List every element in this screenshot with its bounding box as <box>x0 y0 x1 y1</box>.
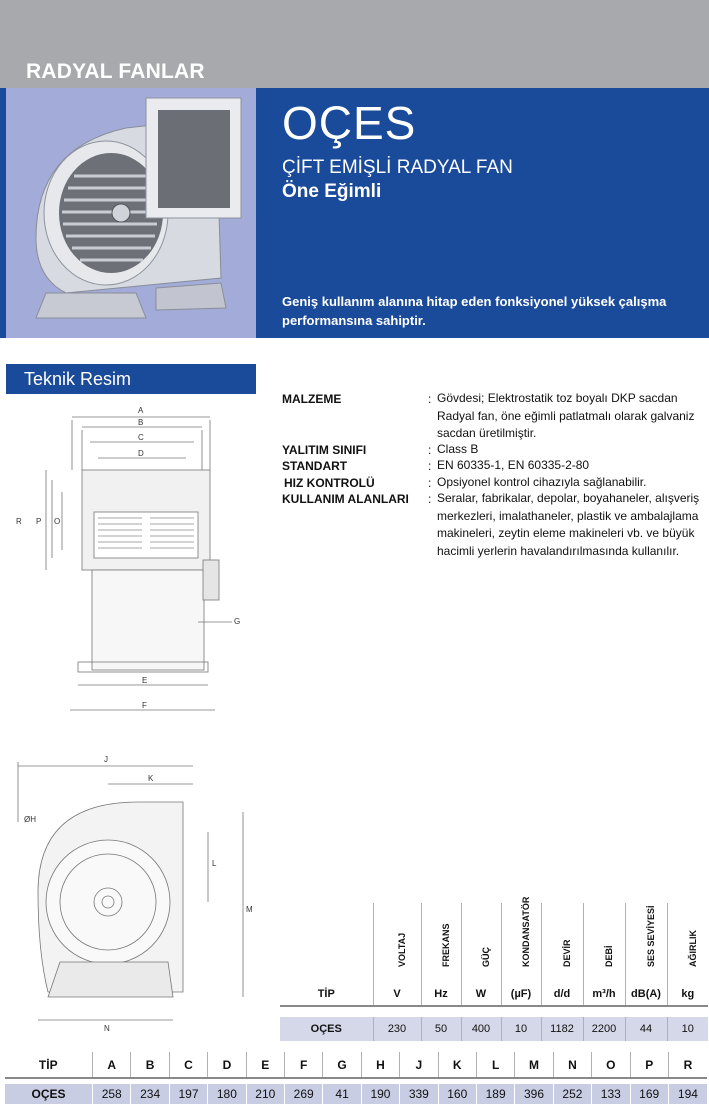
spec-colon: : <box>428 443 432 457</box>
unit-cell: dB(A) <box>625 983 667 1006</box>
unit-cell: W <box>461 983 501 1006</box>
section-title: RADYAL FANLAR <box>26 60 205 83</box>
dim-label: D <box>138 449 144 458</box>
col-header: F <box>284 1052 322 1078</box>
col-header: GÜÇ <box>481 947 491 967</box>
dim-label: E <box>142 676 148 685</box>
performance-table <box>280 896 708 1041</box>
table-cell: 1182 <box>541 1017 583 1041</box>
dim-label: P <box>36 517 42 526</box>
product-subtitle: ÇİFT EMİŞLİ RADYAL FAN <box>282 157 513 178</box>
spec-value-standard: EN 60335-1, EN 60335-2-80 <box>437 458 590 472</box>
table-cell: 258 <box>93 1084 131 1104</box>
table-cell: 190 <box>361 1084 399 1104</box>
dim-label: A <box>138 406 144 415</box>
product-name: OÇES <box>282 97 417 149</box>
dim-label: M <box>246 905 253 914</box>
col-header: B <box>131 1052 169 1078</box>
col-header: SES SEVİYESİ <box>646 905 656 967</box>
col-header: G <box>323 1052 361 1078</box>
table-row <box>5 1084 708 1104</box>
dim-label: K <box>148 774 154 783</box>
unit-cell: kg <box>667 983 708 1006</box>
col-header: K <box>438 1052 476 1078</box>
dim-label: N <box>104 1024 110 1033</box>
col-header: KONDANSATÖR <box>521 896 531 967</box>
table-cell: 10 <box>667 1017 708 1041</box>
product-photo <box>6 88 256 338</box>
table-cell: 169 <box>630 1084 668 1104</box>
table-cell: 230 <box>373 1017 421 1041</box>
table-cell: 133 <box>592 1084 630 1104</box>
table-cell: 234 <box>131 1084 169 1104</box>
spec-colon: : <box>428 459 432 473</box>
table-cell: 252 <box>553 1084 591 1104</box>
dim-label: ØH <box>24 815 36 824</box>
table-cell: 400 <box>461 1017 501 1041</box>
spec-value-material: Gövdesi; Elektrostatik toz boyalı DKP sacdan Radyal fan, öne eğimli patlatmalı olarak galvaniz sacdan üretilmiştir. <box>437 391 695 440</box>
spec-key-usage: KULLANIM ALANLARI <box>282 492 409 506</box>
spec-value-speed-control: Opsiyonel kontrol cihazıyla sağlanabilir. <box>437 475 647 489</box>
dim-label: G <box>234 617 241 626</box>
spec-key-material: MALZEME <box>282 392 342 406</box>
col-header: J <box>400 1052 438 1078</box>
table-cell: 10 <box>501 1017 541 1041</box>
table-row <box>280 1017 708 1041</box>
table-cell: 339 <box>400 1084 438 1104</box>
units-row <box>280 983 708 1006</box>
col-header: D <box>208 1052 246 1078</box>
dim-label: B <box>138 418 144 427</box>
dim-label: O <box>54 517 61 526</box>
col-header: H <box>361 1052 399 1078</box>
spec-colon: : <box>428 492 432 506</box>
row-name: OÇES <box>280 1017 373 1041</box>
row-name: OÇES <box>5 1084 93 1104</box>
dim-label: J <box>104 755 108 764</box>
spec-key-standard: STANDART <box>282 459 348 473</box>
col-header: DEVİR <box>562 939 572 967</box>
spec-value-insulation: Class B <box>437 442 479 456</box>
spec-value-usage: Seralar, fabrikalar, depolar, boyahaneler, alışveriş merkezleri, imalathaneler, plastik ve ambalajlama makineleri, zeytin eleme makineleri vb. ve büyük hacimli yerlerin havalandırılmasında kullanılır. <box>437 491 700 558</box>
table-cell: 41 <box>323 1084 361 1104</box>
product-subtitle-2: Öne Eğimli <box>282 181 382 202</box>
table-cell: 197 <box>169 1084 207 1104</box>
table-cell: 44 <box>625 1017 667 1041</box>
spec-colon: : <box>428 392 432 406</box>
table-cell: 210 <box>246 1084 284 1104</box>
dim-label: C <box>138 433 144 442</box>
unit-cell: Hz <box>421 983 461 1006</box>
dim-label: L <box>212 859 217 868</box>
unit-cell: m³/h <box>583 983 625 1006</box>
table-cell: 180 <box>208 1084 246 1104</box>
unit-cell: V <box>373 983 421 1006</box>
dim-label: F <box>142 701 147 710</box>
col-header: VOLTAJ <box>397 932 407 967</box>
table-cell: 2200 <box>583 1017 625 1041</box>
col-header: M <box>515 1052 553 1078</box>
col-header: FREKANS <box>441 923 451 967</box>
side-view-drawing <box>8 752 258 1042</box>
table-cell: 160 <box>438 1084 476 1104</box>
dimension-table <box>4 1052 707 1104</box>
col-header: AĞIRLIK <box>687 930 698 967</box>
tip-label: TİP <box>280 983 373 1006</box>
col-header: C <box>169 1052 207 1078</box>
dim-label: R <box>16 517 22 526</box>
col-header: E <box>246 1052 284 1078</box>
technical-drawing-label: Teknik Resim <box>24 369 132 389</box>
product-tagline: Geniş kullanım alanına hitap eden fonksiyonel yüksek çalışma performansına sahiptir. <box>282 294 667 328</box>
spec-colon: : <box>428 476 432 490</box>
table-cell: 189 <box>476 1084 514 1104</box>
col-header: L <box>476 1052 514 1078</box>
spec-key-insulation: YALITIM SINIFI <box>282 443 367 457</box>
col-header: A <box>93 1052 131 1078</box>
col-header: R <box>668 1052 707 1078</box>
table-cell: 269 <box>284 1084 322 1104</box>
spec-key-speed-control: HIZ KONTROLÜ <box>284 476 375 490</box>
table-cell: 396 <box>515 1084 553 1104</box>
tip-label: TİP <box>5 1052 93 1078</box>
dimension-header-row <box>5 1052 708 1078</box>
col-header: N <box>553 1052 591 1078</box>
col-header: DEBİ <box>604 945 614 967</box>
unit-cell: (µF) <box>501 983 541 1006</box>
unit-cell: d/d <box>541 983 583 1006</box>
col-header: P <box>630 1052 668 1078</box>
table-cell: 194 <box>668 1084 707 1104</box>
front-view-drawing <box>10 400 255 720</box>
table-cell: 50 <box>421 1017 461 1041</box>
col-header: O <box>592 1052 630 1078</box>
